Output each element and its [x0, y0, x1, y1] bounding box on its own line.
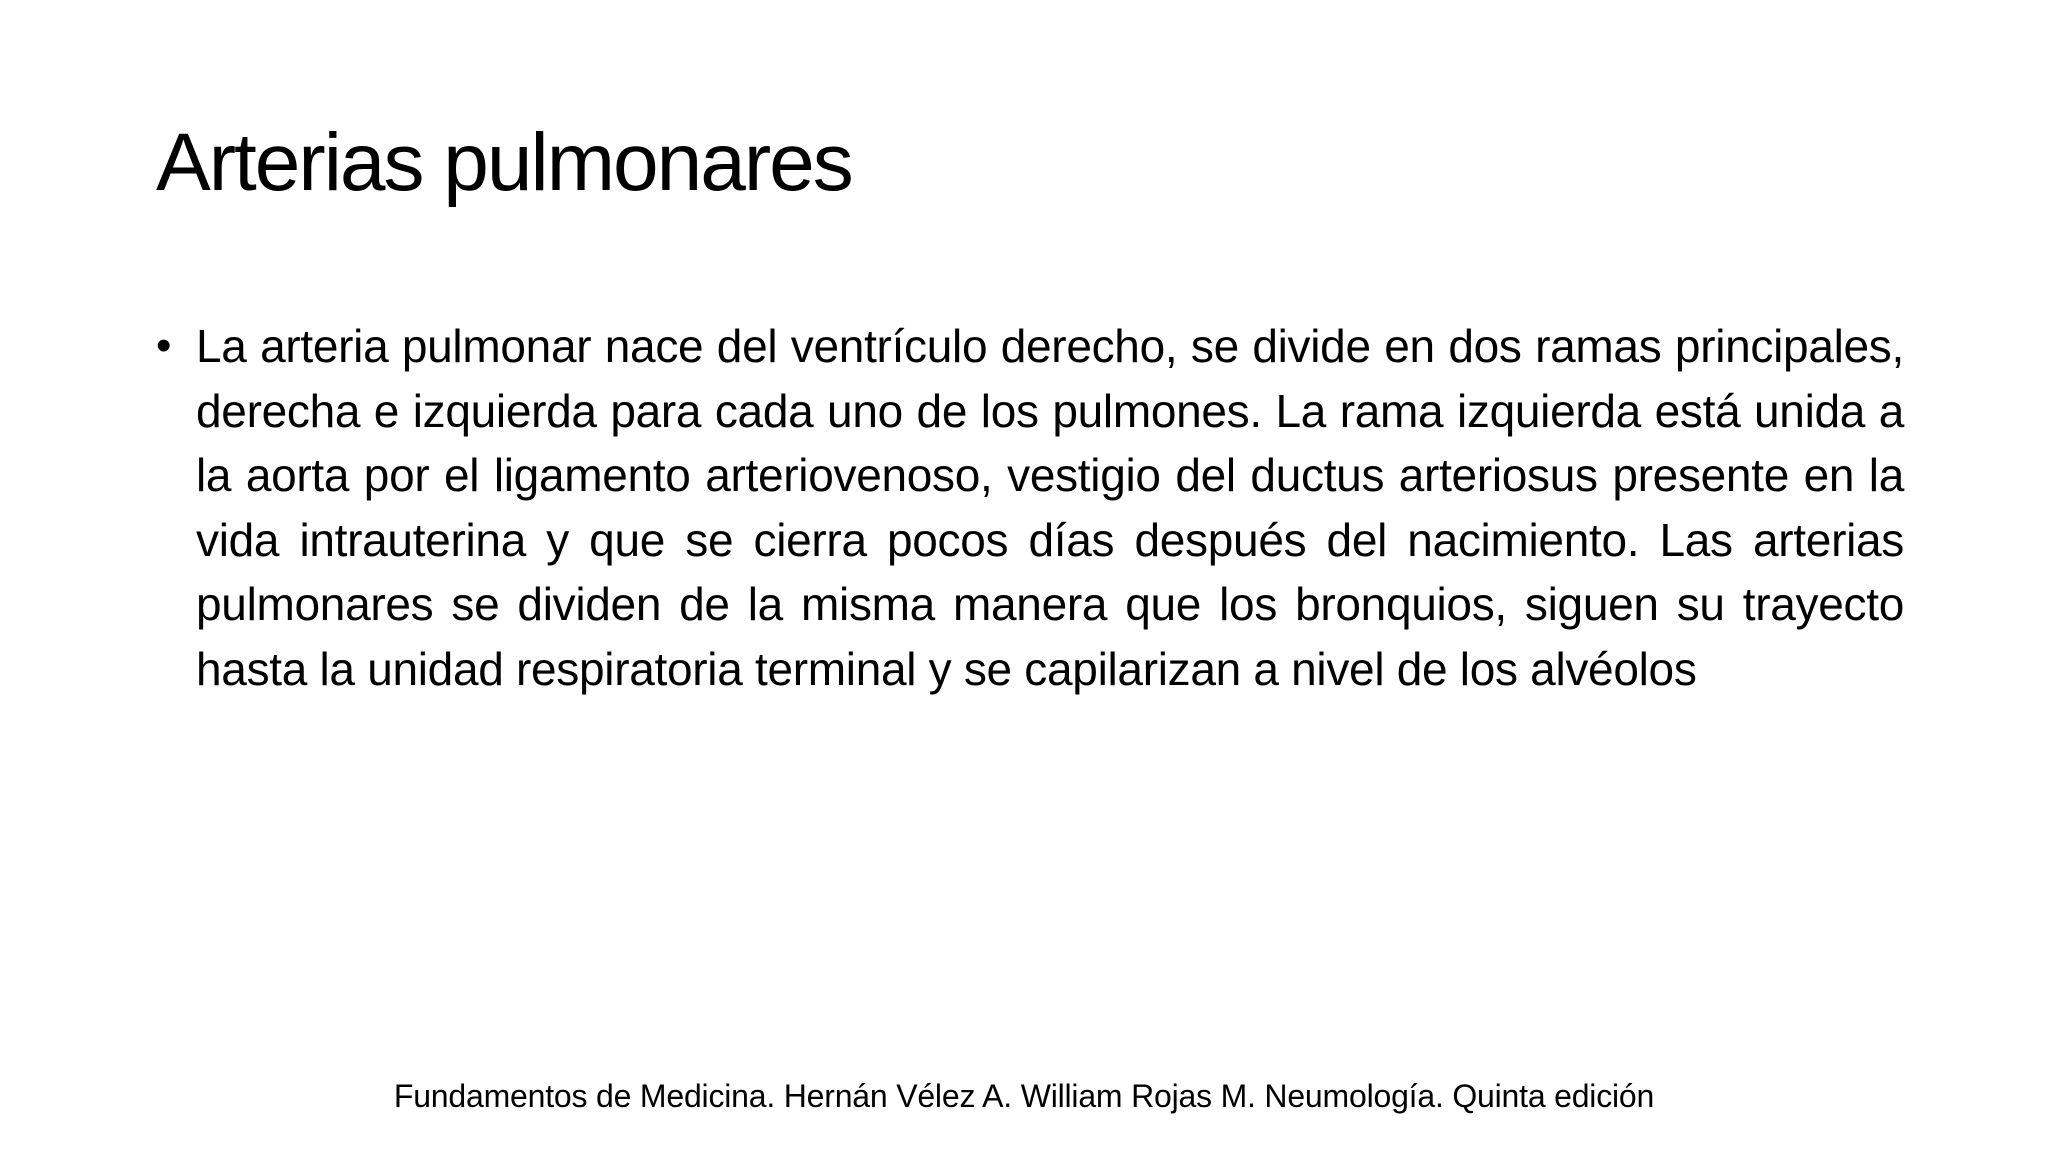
bullet-list	[156, 314, 1904, 701]
slide-title: Arterias pulmonares	[156, 117, 852, 208]
source-citation: Fundamentos de Medicina. Hernán Vélez A. William Rojas M. Neumología. Quinta edición	[393, 1078, 1655, 1114]
bullet-item	[156, 314, 1904, 701]
bullet-marker: •	[156, 321, 172, 370]
bullet-text: La arteria pulmonar nace del ventrículo derecho, se divide en dos ramas principales, derecha e izquierda para cada uno de los pulmones. La rama izquierda está unida a la aorta por el ligamento arteriovenoso, vestigio del ductus arteriosus presente en la vida intrauterina y que se cierra pocos días después del nacimiento. Las arterias pulmonares se dividen de la misma manera que los bronquios, siguen su trayecto hasta la unidad respiratoria terminal y se capilarizan a nivel de los alvéolos	[196, 320, 1904, 695]
